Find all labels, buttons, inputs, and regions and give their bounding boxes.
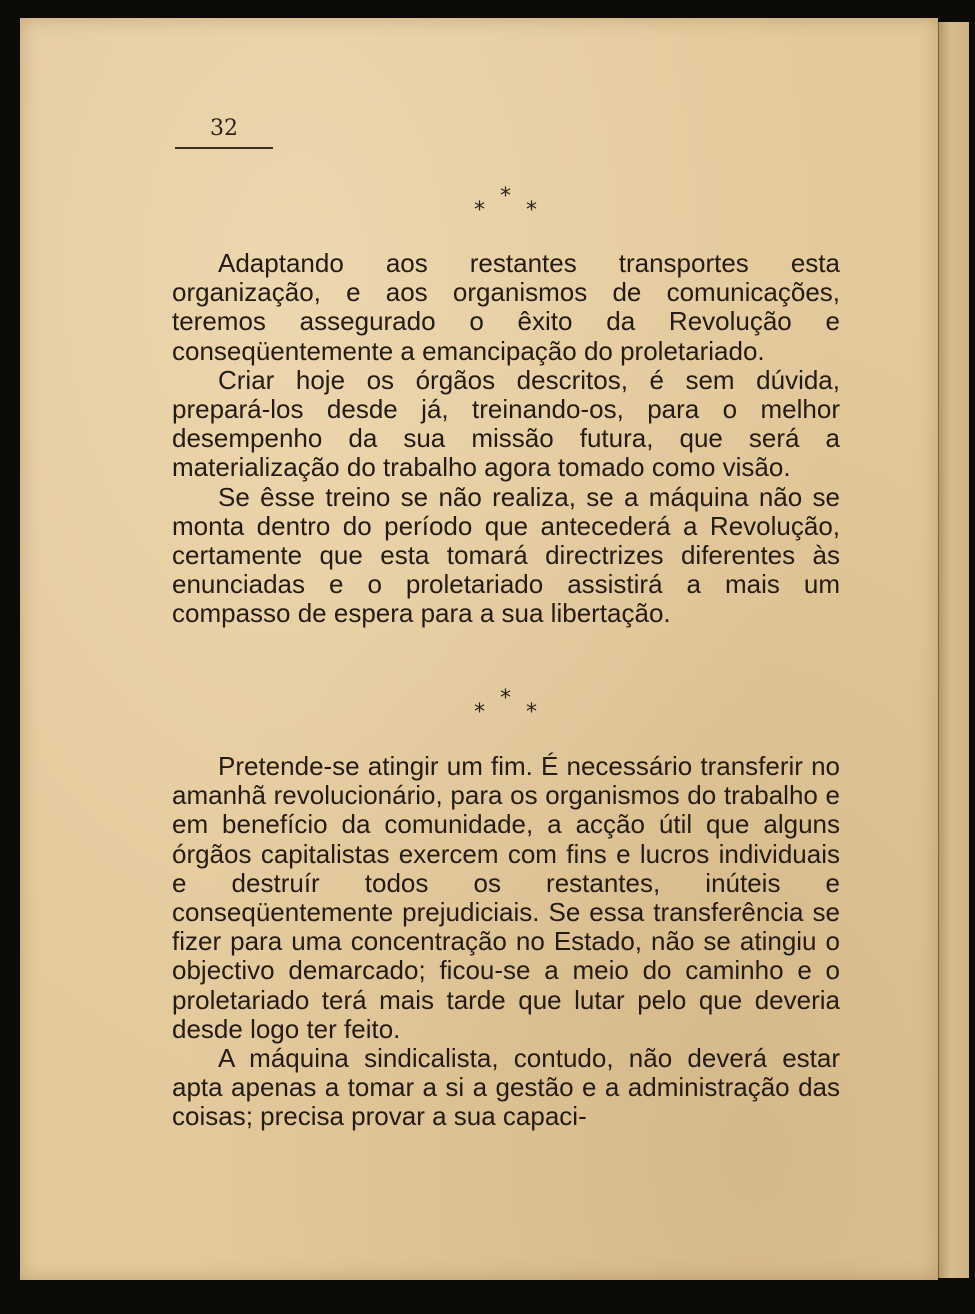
paragraph: Adaptando aos restantes transportes esta organização, e aos organismos de comunicações, teremos assegurado o êxito da Revolução e conseqüentemente a emancipação do proletariado. bbox=[172, 248, 840, 366]
asterism-star: * bbox=[500, 686, 511, 711]
asterism-star: * bbox=[526, 700, 537, 725]
paragraph: Criar hoje os órgãos descritos, é sem dúvida, prepará-los desde já, treinando-os, para o melhor desempenho da sua missão futura, que será a materialização do trabalho agora tomado como visão. bbox=[172, 364, 840, 483]
text-section-1 bbox=[172, 249, 840, 629]
asterism-star: * bbox=[474, 198, 485, 223]
asterism-star: * bbox=[474, 700, 485, 725]
section-divider-asterism bbox=[470, 184, 540, 224]
page-number-rule bbox=[175, 147, 273, 149]
adjacent-page-edge bbox=[938, 22, 969, 1278]
page-number: 32 bbox=[210, 116, 238, 141]
paragraph: Se êsse treino se não realiza, se a máquina não se monta dentro do período que antecederá a Revolução, certamente que esta tomará directrizes diferentes às enunciadas e o proletariado assistirá a mais um compasso de espera para a sua libertação. bbox=[172, 481, 840, 629]
paragraph: Pretende-se atingir um fim. É necessário transferir no amanhã revolucionário, para os organismos do trabalho e em benefício da comunidade, a acção útil que alguns órgãos capitalistas exercem com fins e lucros individuais e destruír todos os restantes, inúteis e conseqüentemente prejudiciais. Se essa transferência se fizer para uma concentração no Estado, não se atingiu o objectivo demarcado; ficou-se a meio do caminho e o proletariado terá mais tarde que lutar pelo que deveria desde logo ter feito. bbox=[172, 751, 840, 1044]
section-divider-asterism bbox=[470, 686, 540, 726]
paragraph: A máquina sindicalista, contudo, não deverá estar apta apenas a tomar a si a gestão e a administração das coisas; precisa provar a sua capaci- bbox=[172, 1043, 840, 1132]
asterism-star: * bbox=[526, 198, 537, 223]
text-section-2 bbox=[172, 752, 840, 1132]
asterism-star: * bbox=[500, 184, 511, 209]
